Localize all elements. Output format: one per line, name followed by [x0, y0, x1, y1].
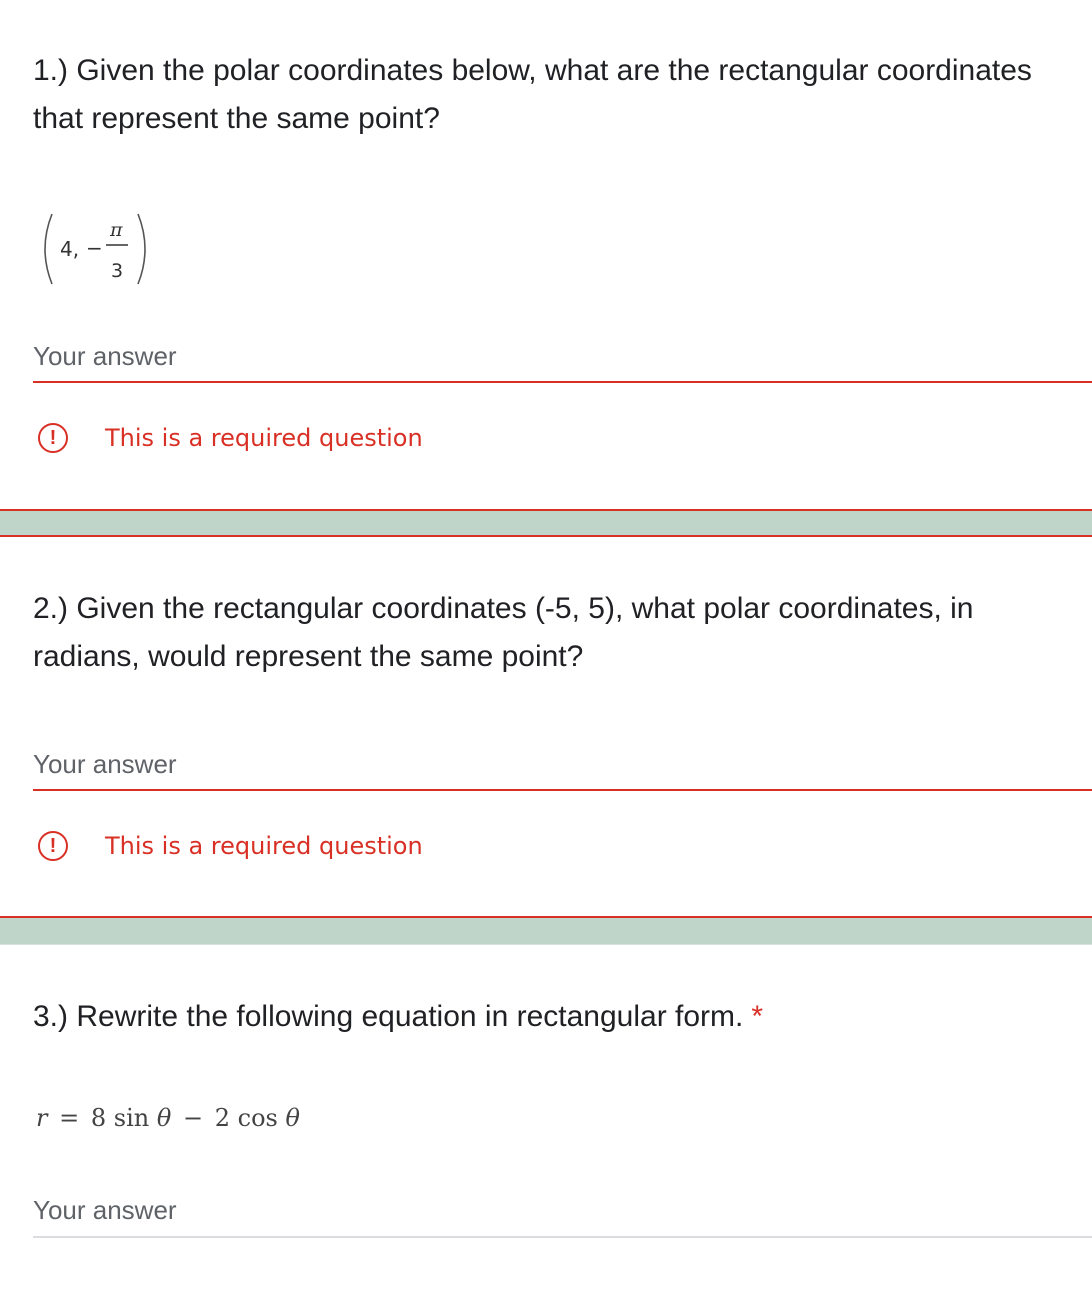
error-message-2: [38, 828, 423, 864]
answer-placeholder-3: Your answer: [33, 1195, 177, 1225]
polar-coordinates-image: [40, 206, 160, 292]
answer-input-2[interactable]: [33, 746, 1092, 792]
answer-underline-3: [33, 1236, 1092, 1238]
equation-minus: −: [182, 1104, 204, 1132]
answer-underline-2: [33, 789, 1092, 791]
exclamation-circle-icon: !: [38, 423, 68, 453]
answer-placeholder-1: Your answer: [33, 341, 177, 371]
equation-term1-coef: 8: [90, 1104, 107, 1132]
equation-term2-var: θ: [285, 1104, 300, 1132]
polar-denominator: 3: [111, 260, 124, 282]
polar-equation-image: [36, 1104, 300, 1132]
question-divider-2: [0, 916, 1092, 945]
error-text-2: This is a required question: [105, 832, 423, 860]
question-divider-1: [0, 509, 1092, 537]
error-text-1: This is a required question: [105, 424, 423, 452]
equation-term2-fn: cos: [237, 1104, 278, 1132]
error-message-1: [38, 420, 423, 456]
equation-equals: =: [59, 1104, 80, 1132]
answer-placeholder-2: Your answer: [33, 749, 177, 779]
question-2-title: 2.) Given the rectangular coordinates (-5, 5), what polar coordinates, in radians, would represent the same point?: [33, 592, 974, 673]
question-1-title: 1.) Given the polar coordinates below, what are the rectangular coordinates that represent the same point?: [33, 54, 1032, 135]
answer-input-1[interactable]: [33, 338, 1092, 384]
equation-term2-coef: 2: [214, 1104, 231, 1132]
question-3-title: 3.) Rewrite the following equation in rectangular form.: [33, 1000, 744, 1033]
polar-sign: −: [86, 236, 103, 260]
equation-term1-var: θ: [156, 1104, 172, 1132]
polar-numerator: π: [110, 219, 123, 241]
answer-input-3[interactable]: [33, 1192, 1092, 1238]
equation-term1-fn: sin: [113, 1104, 150, 1132]
exclamation-circle-icon: !: [38, 831, 68, 861]
equation-lhs: r: [36, 1104, 48, 1132]
required-asterisk: *: [751, 1000, 764, 1033]
polar-radius: 4,: [60, 237, 80, 261]
question-3-title-row: [33, 993, 1033, 1041]
answer-underline-1: [33, 381, 1092, 383]
